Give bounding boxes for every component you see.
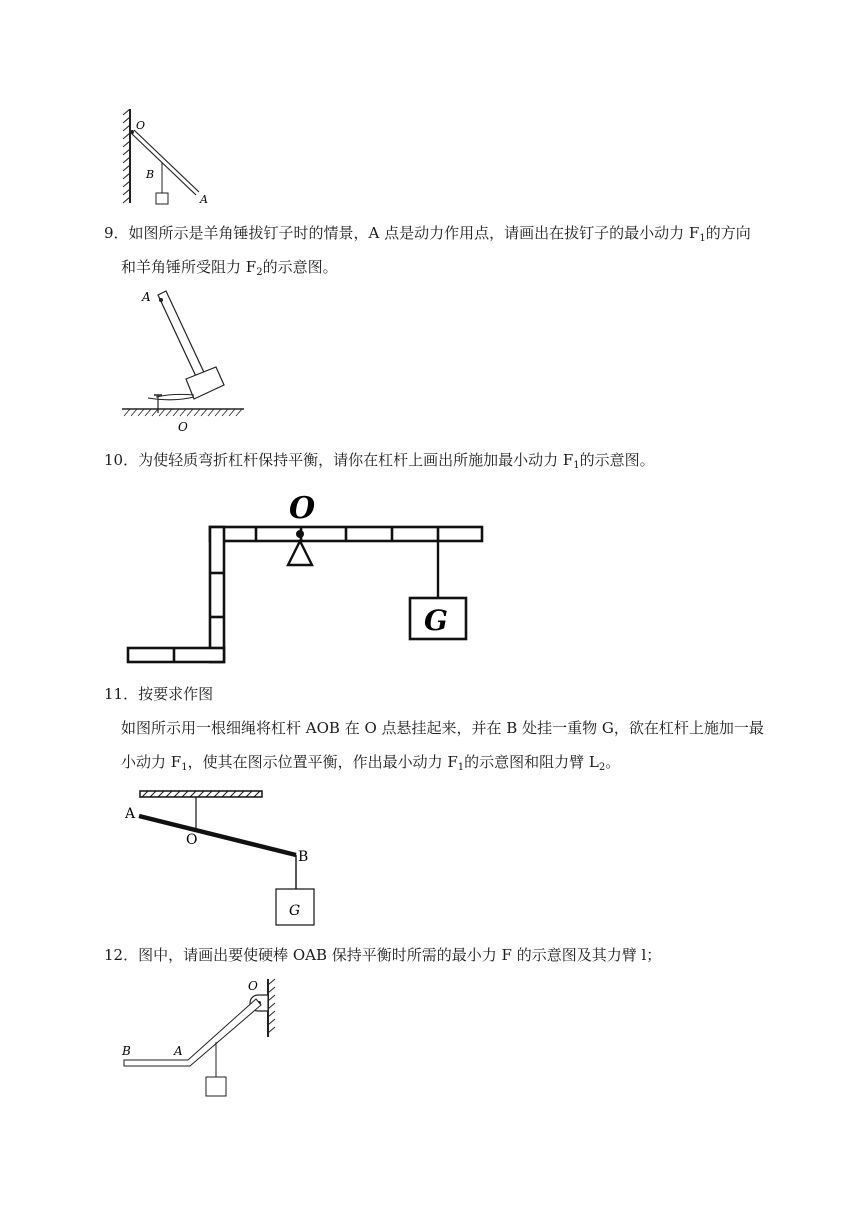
q9-number: 9． bbox=[104, 224, 129, 242]
label-o: O bbox=[178, 420, 188, 434]
q11-line2: 小动力 $F_1$，使其在图示位置平衡，作出最小动力 $F_1$的示意图和阻力臂 $L_2$。 bbox=[121, 753, 621, 773]
label-a: A bbox=[125, 806, 136, 822]
label-b: B bbox=[122, 1044, 131, 1058]
q11-title: 11．按要求作图 bbox=[104, 685, 214, 703]
q11-number: 11． bbox=[104, 685, 139, 703]
q10-text: 10．为使轻质弯折杠杆保持平衡，请你在杠杆上画出所施加最小动力 $F_1$的示意图。 bbox=[104, 451, 655, 471]
q9-line1: 9．如图所示是羊角锤拔钉子时的情景，A 点是动力作用点，请画出在拔钉子的最小动力 $F_1$的方向 bbox=[104, 224, 751, 244]
bent-rod-wall-figure bbox=[118, 975, 288, 1105]
label-o: O bbox=[186, 832, 198, 848]
q10-number: 10． bbox=[104, 451, 139, 469]
label-o: O bbox=[248, 979, 258, 993]
pivot-label: O bbox=[289, 491, 316, 526]
q11-line1: 如图所示用一根细绳将杠杆 AOB 在 O 点悬挂起来，并在 B 处挂一重物 G，欲在杠杆上施加一最 bbox=[121, 719, 764, 737]
lever-wall-figure bbox=[110, 105, 220, 210]
label-o: O bbox=[136, 119, 146, 132]
label-a: A bbox=[142, 290, 151, 304]
bent-lever-figure bbox=[122, 485, 492, 670]
weight-label: G bbox=[424, 604, 448, 637]
suspended-lever-figure bbox=[122, 785, 322, 930]
label-b: B bbox=[146, 168, 155, 181]
label-a: A bbox=[174, 1044, 183, 1058]
q12-text: 12．图中，请画出要使硬棒 OAB 保持平衡时所需的最小力 F 的示意图及其力臂 l； bbox=[104, 946, 662, 964]
q9-line2: 和羊角锤所受阻力 $F_2$的示意图。 bbox=[121, 258, 338, 278]
claw-hammer-figure bbox=[118, 285, 258, 437]
label-b: B bbox=[298, 849, 309, 865]
label-a: A bbox=[200, 193, 208, 206]
q12-number: 12． bbox=[104, 946, 139, 964]
weight-label: G bbox=[289, 903, 301, 919]
